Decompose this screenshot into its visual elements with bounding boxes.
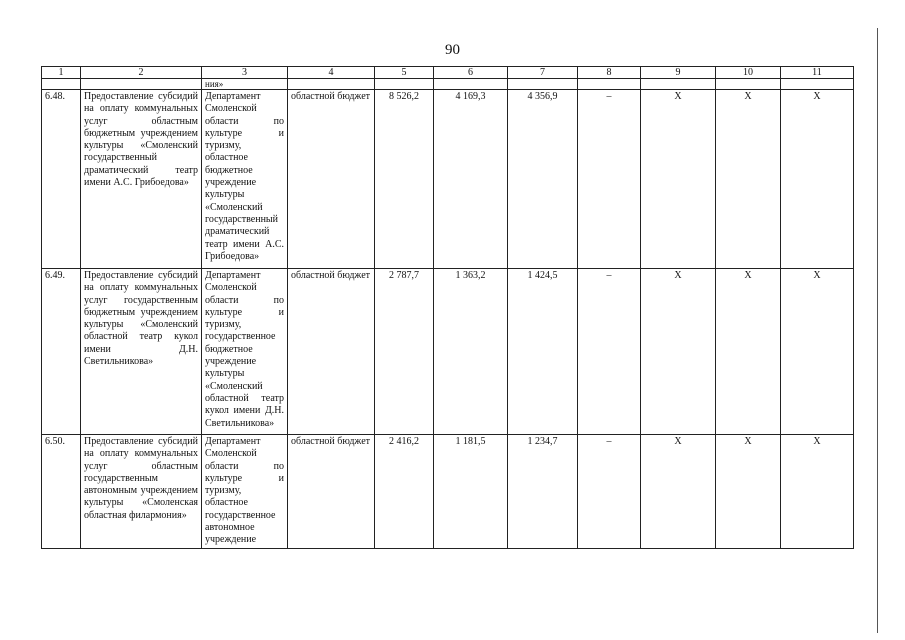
funding-source: областной бюджет xyxy=(288,435,375,549)
year-amount: 1 363,2 xyxy=(434,269,508,435)
indicator-cell: Х xyxy=(641,435,716,549)
indicator-cell: Х xyxy=(781,435,854,549)
column-number: 7 xyxy=(508,67,578,79)
executor: Департамент Смоленской области по культуре и туризму, областное государственное автономное учреждение xyxy=(202,435,288,549)
column-number: 10 xyxy=(716,67,781,79)
year-amount: – xyxy=(578,269,641,435)
table-row xyxy=(42,435,854,549)
column-number: 8 xyxy=(578,67,641,79)
measure-name: Предоставление субсидий на оплату коммунальных услуг областным бюджетным учреждением культуры «Смоленский государственный драматический театр имени А.С. Грибоедова» xyxy=(81,90,202,269)
year-amount: 1 234,7 xyxy=(508,435,578,549)
table-row xyxy=(42,90,854,269)
indicator-cell: Х xyxy=(781,269,854,435)
year-amount: 4 356,9 xyxy=(508,90,578,269)
row-number: 6.48. xyxy=(42,90,81,269)
year-amount: – xyxy=(578,90,641,269)
column-number: 1 xyxy=(42,67,81,79)
column-number: 6 xyxy=(434,67,508,79)
column-number: 4 xyxy=(288,67,375,79)
program-table xyxy=(41,66,854,549)
year-amount: – xyxy=(578,435,641,549)
indicator-cell: Х xyxy=(781,90,854,269)
row-number: 6.50. xyxy=(42,435,81,549)
year-amount: 1 181,5 xyxy=(434,435,508,549)
page-number: 90 xyxy=(445,42,460,58)
measure-name: Предоставление субсидий на оплату коммунальных услуг областным государственным автономным учреждением культуры «Смоленская областная филармония» xyxy=(81,435,202,549)
indicator-cell: Х xyxy=(716,435,781,549)
indicator-cell: Х xyxy=(641,90,716,269)
column-number-header xyxy=(42,67,854,79)
column-number: 2 xyxy=(81,67,202,79)
indicator-cell: Х xyxy=(716,90,781,269)
funding-source: областной бюджет xyxy=(288,269,375,435)
carryover-row xyxy=(42,79,854,90)
measure-name: Предоставление субсидий на оплату коммунальных услуг государственным бюджетным учреждением культуры «Смоленский областной театр кукол имени Д.Н. Светильникова» xyxy=(81,269,202,435)
margin-line xyxy=(877,28,878,633)
column-number: 3 xyxy=(202,67,288,79)
indicator-cell: Х xyxy=(641,269,716,435)
funding-source: областной бюджет xyxy=(288,90,375,269)
indicator-cell: Х xyxy=(716,269,781,435)
table-row xyxy=(42,269,854,435)
total-amount: 2 416,2 xyxy=(375,435,434,549)
row-number: 6.49. xyxy=(42,269,81,435)
year-amount: 1 424,5 xyxy=(508,269,578,435)
carryover-text: ния» xyxy=(202,79,288,90)
total-amount: 8 526,2 xyxy=(375,90,434,269)
executor: Департамент Смоленской области по культуре и туризму, государственное бюджетное учреждение культуры «Смоленский областной театр кукол имени Д.Н. Светильникова» xyxy=(202,269,288,435)
year-amount: 4 169,3 xyxy=(434,90,508,269)
executor: Департамент Смоленской области по культуре и туризму, областное бюджетное учреждение культуры «Смоленский государственный драматический театр имени А.С. Грибоедова» xyxy=(202,90,288,269)
column-number: 9 xyxy=(641,67,716,79)
total-amount: 2 787,7 xyxy=(375,269,434,435)
column-number: 5 xyxy=(375,67,434,79)
column-number: 11 xyxy=(781,67,854,79)
